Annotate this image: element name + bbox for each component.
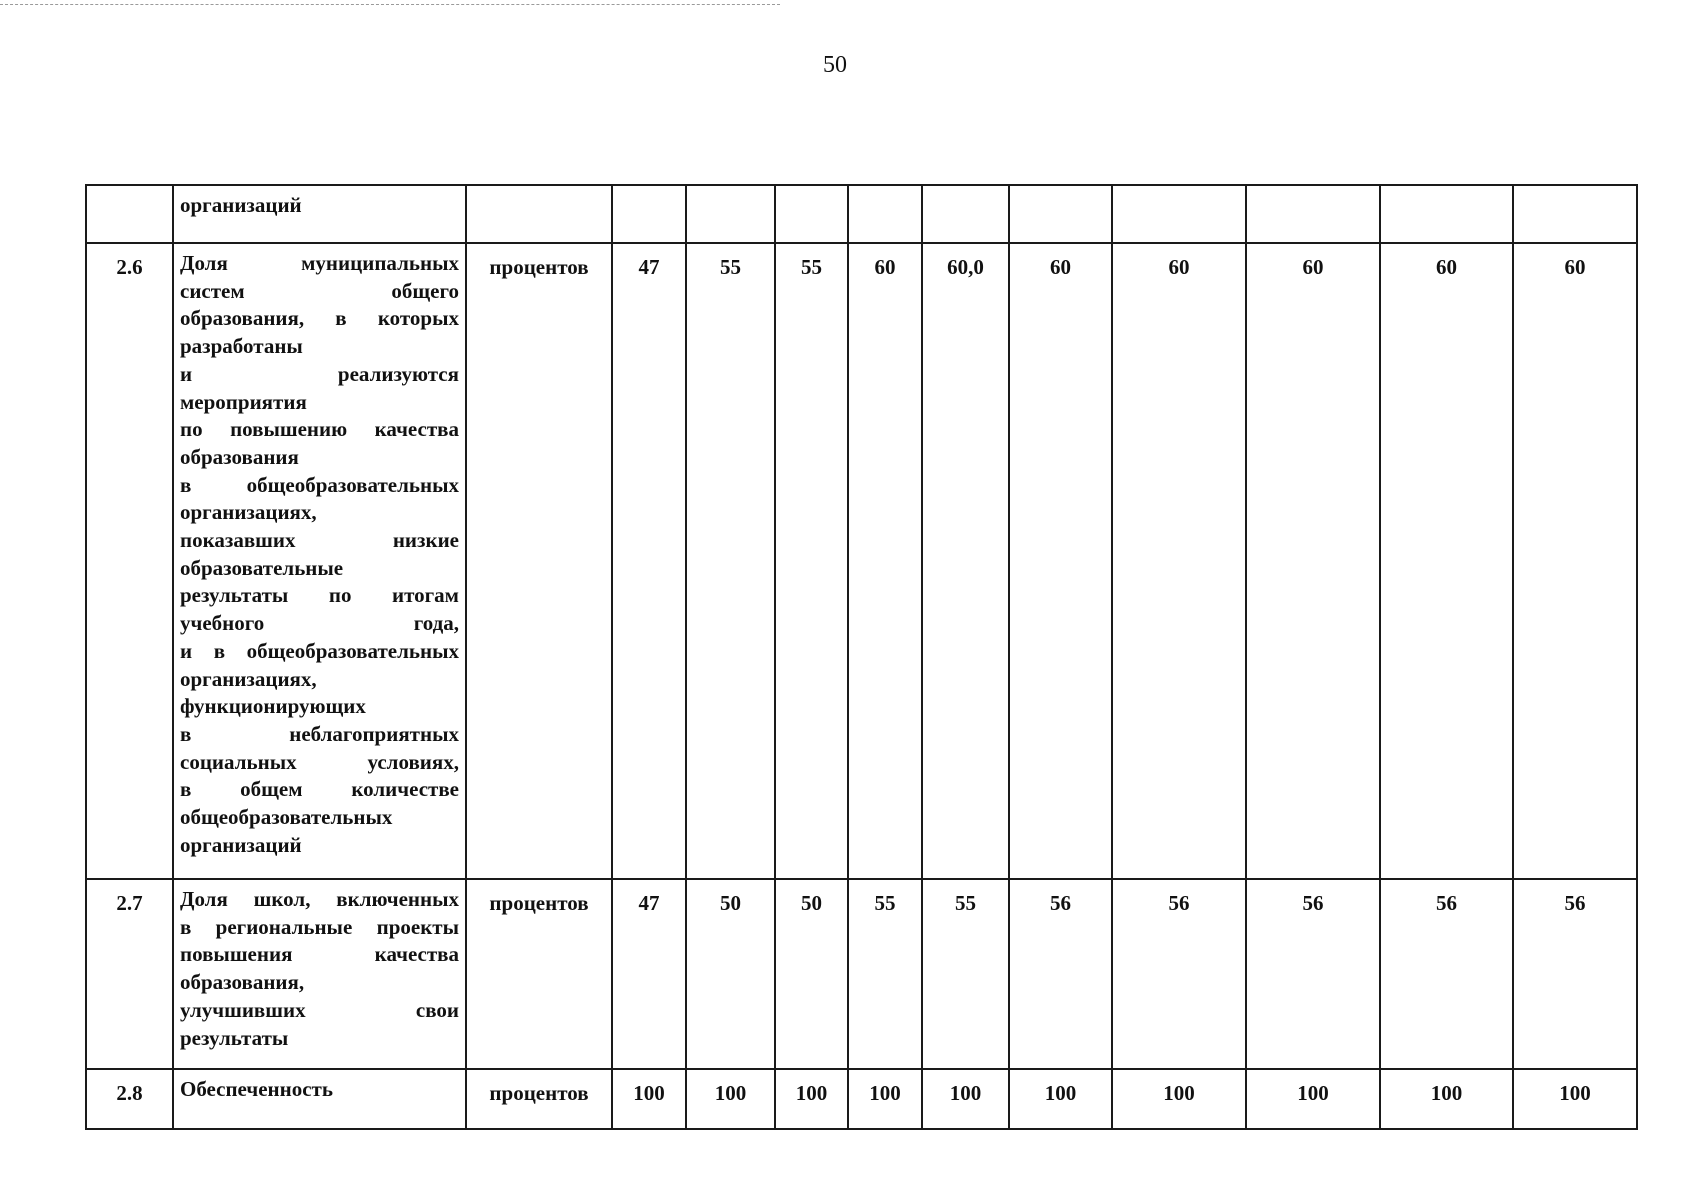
value-cell: 56: [1112, 879, 1246, 1069]
name-line: и в общеобразовательных: [180, 638, 459, 663]
name-line: образовательные: [180, 555, 344, 580]
name-line: в неблагоприятных: [180, 721, 459, 746]
name-line: образования, в которых: [180, 306, 459, 331]
value-cell: 60: [1380, 243, 1513, 879]
name-line: по повышению качества: [180, 417, 459, 442]
table-row: [86, 1069, 1637, 1129]
value-cell: [1380, 185, 1513, 243]
name-line: социальных условиях,: [180, 749, 459, 774]
value-cell: 56: [1246, 879, 1380, 1069]
table-row: [86, 879, 1637, 1069]
value-cell: 100: [1246, 1069, 1380, 1129]
name-line: общеобразовательных: [180, 805, 393, 830]
value-cell: [686, 185, 775, 243]
value-cell: 55: [848, 879, 922, 1069]
name-line: организациях,: [180, 666, 317, 691]
value-cell: 100: [1112, 1069, 1246, 1129]
row-unit: процентов: [466, 1069, 612, 1129]
row-unit: [466, 185, 612, 243]
value-cell: [1513, 185, 1637, 243]
value-cell: 100: [848, 1069, 922, 1129]
name-line: улучшивших свои: [180, 997, 459, 1022]
name-line: образования: [180, 444, 299, 469]
name-line: результаты по итогам: [180, 583, 459, 608]
name-line: образования,: [180, 970, 305, 995]
value-cell: [775, 185, 848, 243]
value-cell: 60: [1009, 243, 1112, 879]
value-cell: [922, 185, 1009, 243]
value-cell: [1112, 185, 1246, 243]
value-cell: 56: [1513, 879, 1637, 1069]
name-line: учебного года,: [180, 611, 459, 636]
row-code: 2.7: [86, 879, 173, 1069]
row-unit: процентов: [466, 879, 612, 1069]
name-line: Обеспеченность: [180, 1077, 333, 1101]
value-cell: [612, 185, 686, 243]
name-line: организаций: [180, 832, 302, 857]
value-cell: 60: [1513, 243, 1637, 879]
value-cell: 55: [686, 243, 775, 879]
row-name: [173, 243, 466, 879]
name-line: Доля муниципальных: [180, 251, 459, 275]
name-line: в общеобразовательных: [180, 472, 459, 497]
value-cell: 55: [922, 879, 1009, 1069]
name-line: разработаны: [180, 334, 303, 359]
name-line: функционирующих: [180, 694, 366, 719]
value-cell: 56: [1380, 879, 1513, 1069]
name-line: мероприятия: [180, 389, 307, 414]
name-line: результаты: [180, 1025, 289, 1050]
value-cell: 50: [775, 879, 848, 1069]
name-line: систем общего: [180, 278, 459, 303]
value-cell: 60: [1246, 243, 1380, 879]
value-cell: 55: [775, 243, 848, 879]
row-name: [173, 1069, 466, 1129]
name-line: Доля школ, включенных: [180, 887, 459, 911]
row-code: [86, 185, 173, 243]
value-cell: 100: [1380, 1069, 1513, 1129]
name-line: повышения качества: [180, 942, 459, 967]
value-cell: 47: [612, 243, 686, 879]
value-cell: 60: [848, 243, 922, 879]
indicator-table: [85, 184, 1638, 1130]
page-number: 50: [823, 52, 847, 78]
name-line: организаций: [180, 193, 302, 217]
name-line: показавших низкие: [180, 528, 459, 553]
name-line: организациях,: [180, 500, 317, 525]
value-cell: 56: [1009, 879, 1112, 1069]
row-code: 2.6: [86, 243, 173, 879]
name-line: и реализуются: [180, 361, 459, 386]
value-cell: 60,0: [922, 243, 1009, 879]
value-cell: 47: [612, 879, 686, 1069]
value-cell: 100: [922, 1069, 1009, 1129]
value-cell: 100: [1009, 1069, 1112, 1129]
value-cell: [848, 185, 922, 243]
value-cell: 100: [775, 1069, 848, 1129]
row-code: 2.8: [86, 1069, 173, 1129]
value-cell: 100: [612, 1069, 686, 1129]
table-row: [86, 243, 1637, 879]
table-row: [86, 185, 1637, 243]
value-cell: 60: [1112, 243, 1246, 879]
name-line: в региональные проекты: [180, 914, 459, 939]
value-cell: [1009, 185, 1112, 243]
value-cell: [1246, 185, 1380, 243]
row-name: [173, 879, 466, 1069]
row-name: [173, 185, 466, 243]
value-cell: 100: [686, 1069, 775, 1129]
value-cell: 100: [1513, 1069, 1637, 1129]
value-cell: 50: [686, 879, 775, 1069]
name-line: в общем количестве: [180, 777, 459, 802]
scan-artifact-line: [0, 4, 780, 5]
row-unit: процентов: [466, 243, 612, 879]
